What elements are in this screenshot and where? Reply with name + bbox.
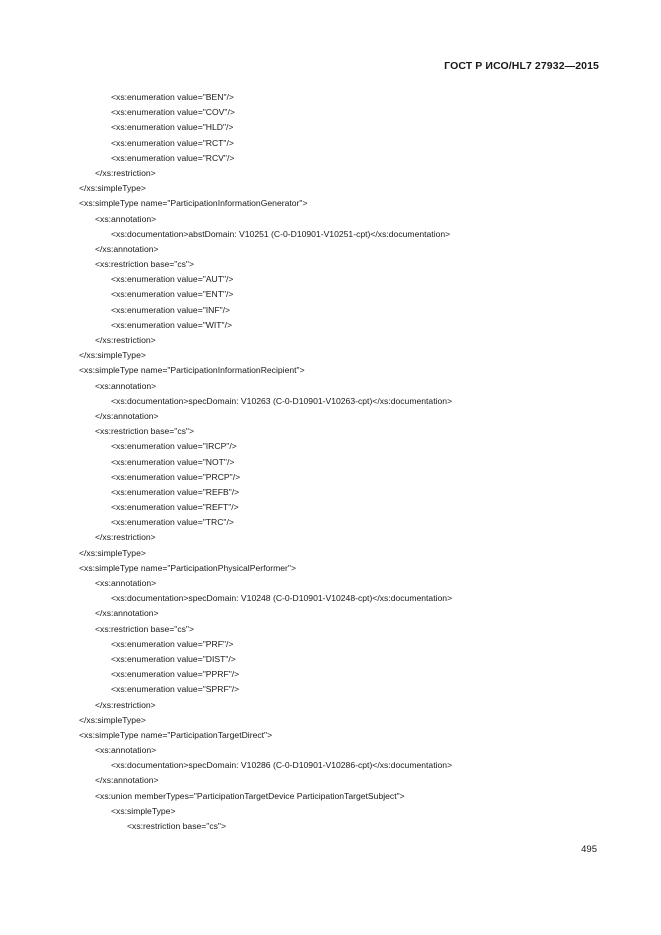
code-line: <xs:simpleType name="ParticipationInformationGenerator"> — [79, 198, 308, 209]
code-line: </xs:simpleType> — [79, 183, 146, 194]
code-line: <xs:enumeration value="DIST"/> — [111, 653, 236, 664]
code-line: <xs:enumeration value="RCT"/> — [111, 137, 234, 148]
code-line: <xs:annotation> — [95, 213, 157, 224]
code-line: </xs:simpleType> — [79, 547, 146, 558]
code-line: <xs:enumeration value="AUT"/> — [111, 274, 234, 285]
code-line: <xs:enumeration value="RCV"/> — [111, 152, 235, 163]
code-line: <xs:enumeration value="IRCP"/> — [111, 441, 237, 452]
code-line: <xs:enumeration value="NOT"/> — [111, 456, 235, 467]
page-number: 495 — [581, 844, 597, 855]
code-line: <xs:enumeration value="PPRF"/> — [111, 669, 240, 680]
code-line: </xs:simpleType> — [79, 714, 146, 725]
code-line: <xs:restriction base="cs"> — [127, 821, 227, 831]
xml-code-listing — [0, 90, 661, 834]
code-line: <xs:documentation>specDomain: V10286 (C-0-D10901-V10286-cpt)</xs:documentation> — [111, 760, 453, 771]
code-line: <xs:simpleType name="ParticipationPhysicalPerformer"> — [79, 562, 296, 573]
code-line: <xs:enumeration value="REFT"/> — [111, 502, 239, 513]
code-line: <xs:enumeration value="BEN"/> — [111, 92, 234, 102]
code-line: </xs:annotation> — [95, 608, 159, 619]
code-line: <xs:documentation>abstDomain: V10251 (C-0-D10901-V10251-cpt)</xs:documentation> — [111, 228, 451, 239]
code-line: </xs:annotation> — [95, 775, 159, 786]
code-line: <xs:enumeration value="HLD"/> — [111, 122, 234, 133]
code-line: </xs:annotation> — [95, 410, 159, 421]
code-line: <xs:simpleType name="ParticipationInformationRecipient"> — [79, 365, 305, 376]
code-line: <xs:documentation>specDomain: V10263 (C-0-D10901-V10263-cpt)</xs:documentation> — [111, 395, 453, 406]
code-line: <xs:union memberTypes="ParticipationTargetDevice ParticipationTargetSubject"> — [95, 790, 405, 801]
code-line: </xs:annotation> — [95, 243, 159, 254]
code-line: <xs:enumeration value="WIT"/> — [111, 319, 232, 330]
code-line: <xs:enumeration value="TRC"/> — [111, 517, 234, 528]
code-line: <xs:annotation> — [95, 380, 157, 391]
document-header: ГОСТ Р ИСО/HL7 27932—2015 — [444, 60, 599, 72]
code-line: </xs:simpleType> — [79, 350, 146, 361]
code-line: <xs:simpleType> — [111, 805, 176, 816]
code-line: <xs:enumeration value="PRCP"/> — [111, 471, 241, 482]
code-line: </xs:restriction> — [95, 532, 156, 543]
code-line: <xs:restriction base="cs"> — [95, 623, 195, 634]
code-line: <xs:annotation> — [95, 745, 157, 756]
code-line: <xs:restriction base="cs"> — [95, 426, 195, 437]
code-line: <xs:enumeration value="COV"/> — [111, 107, 235, 118]
code-line: <xs:enumeration value="INF"/> — [111, 304, 231, 315]
code-line: </xs:restriction> — [95, 167, 156, 178]
code-line: <xs:enumeration value="SPRF"/> — [111, 684, 240, 695]
code-line: <xs:simpleType name="ParticipationTargetDirect"> — [79, 729, 273, 740]
code-line: <xs:enumeration value="REFB"/> — [111, 486, 240, 497]
code-line: <xs:annotation> — [95, 578, 157, 588]
code-line: </xs:restriction> — [95, 335, 156, 345]
code-line: <xs:enumeration value="PRF"/> — [111, 638, 234, 649]
code-line: <xs:restriction base="cs"> — [95, 259, 195, 270]
code-line: <xs:documentation>specDomain: V10248 (C-0-D10901-V10248-cpt)</xs:documentation> — [111, 593, 453, 604]
code-line: <xs:enumeration value="ENT"/> — [111, 289, 234, 300]
code-line: </xs:restriction> — [95, 699, 156, 710]
